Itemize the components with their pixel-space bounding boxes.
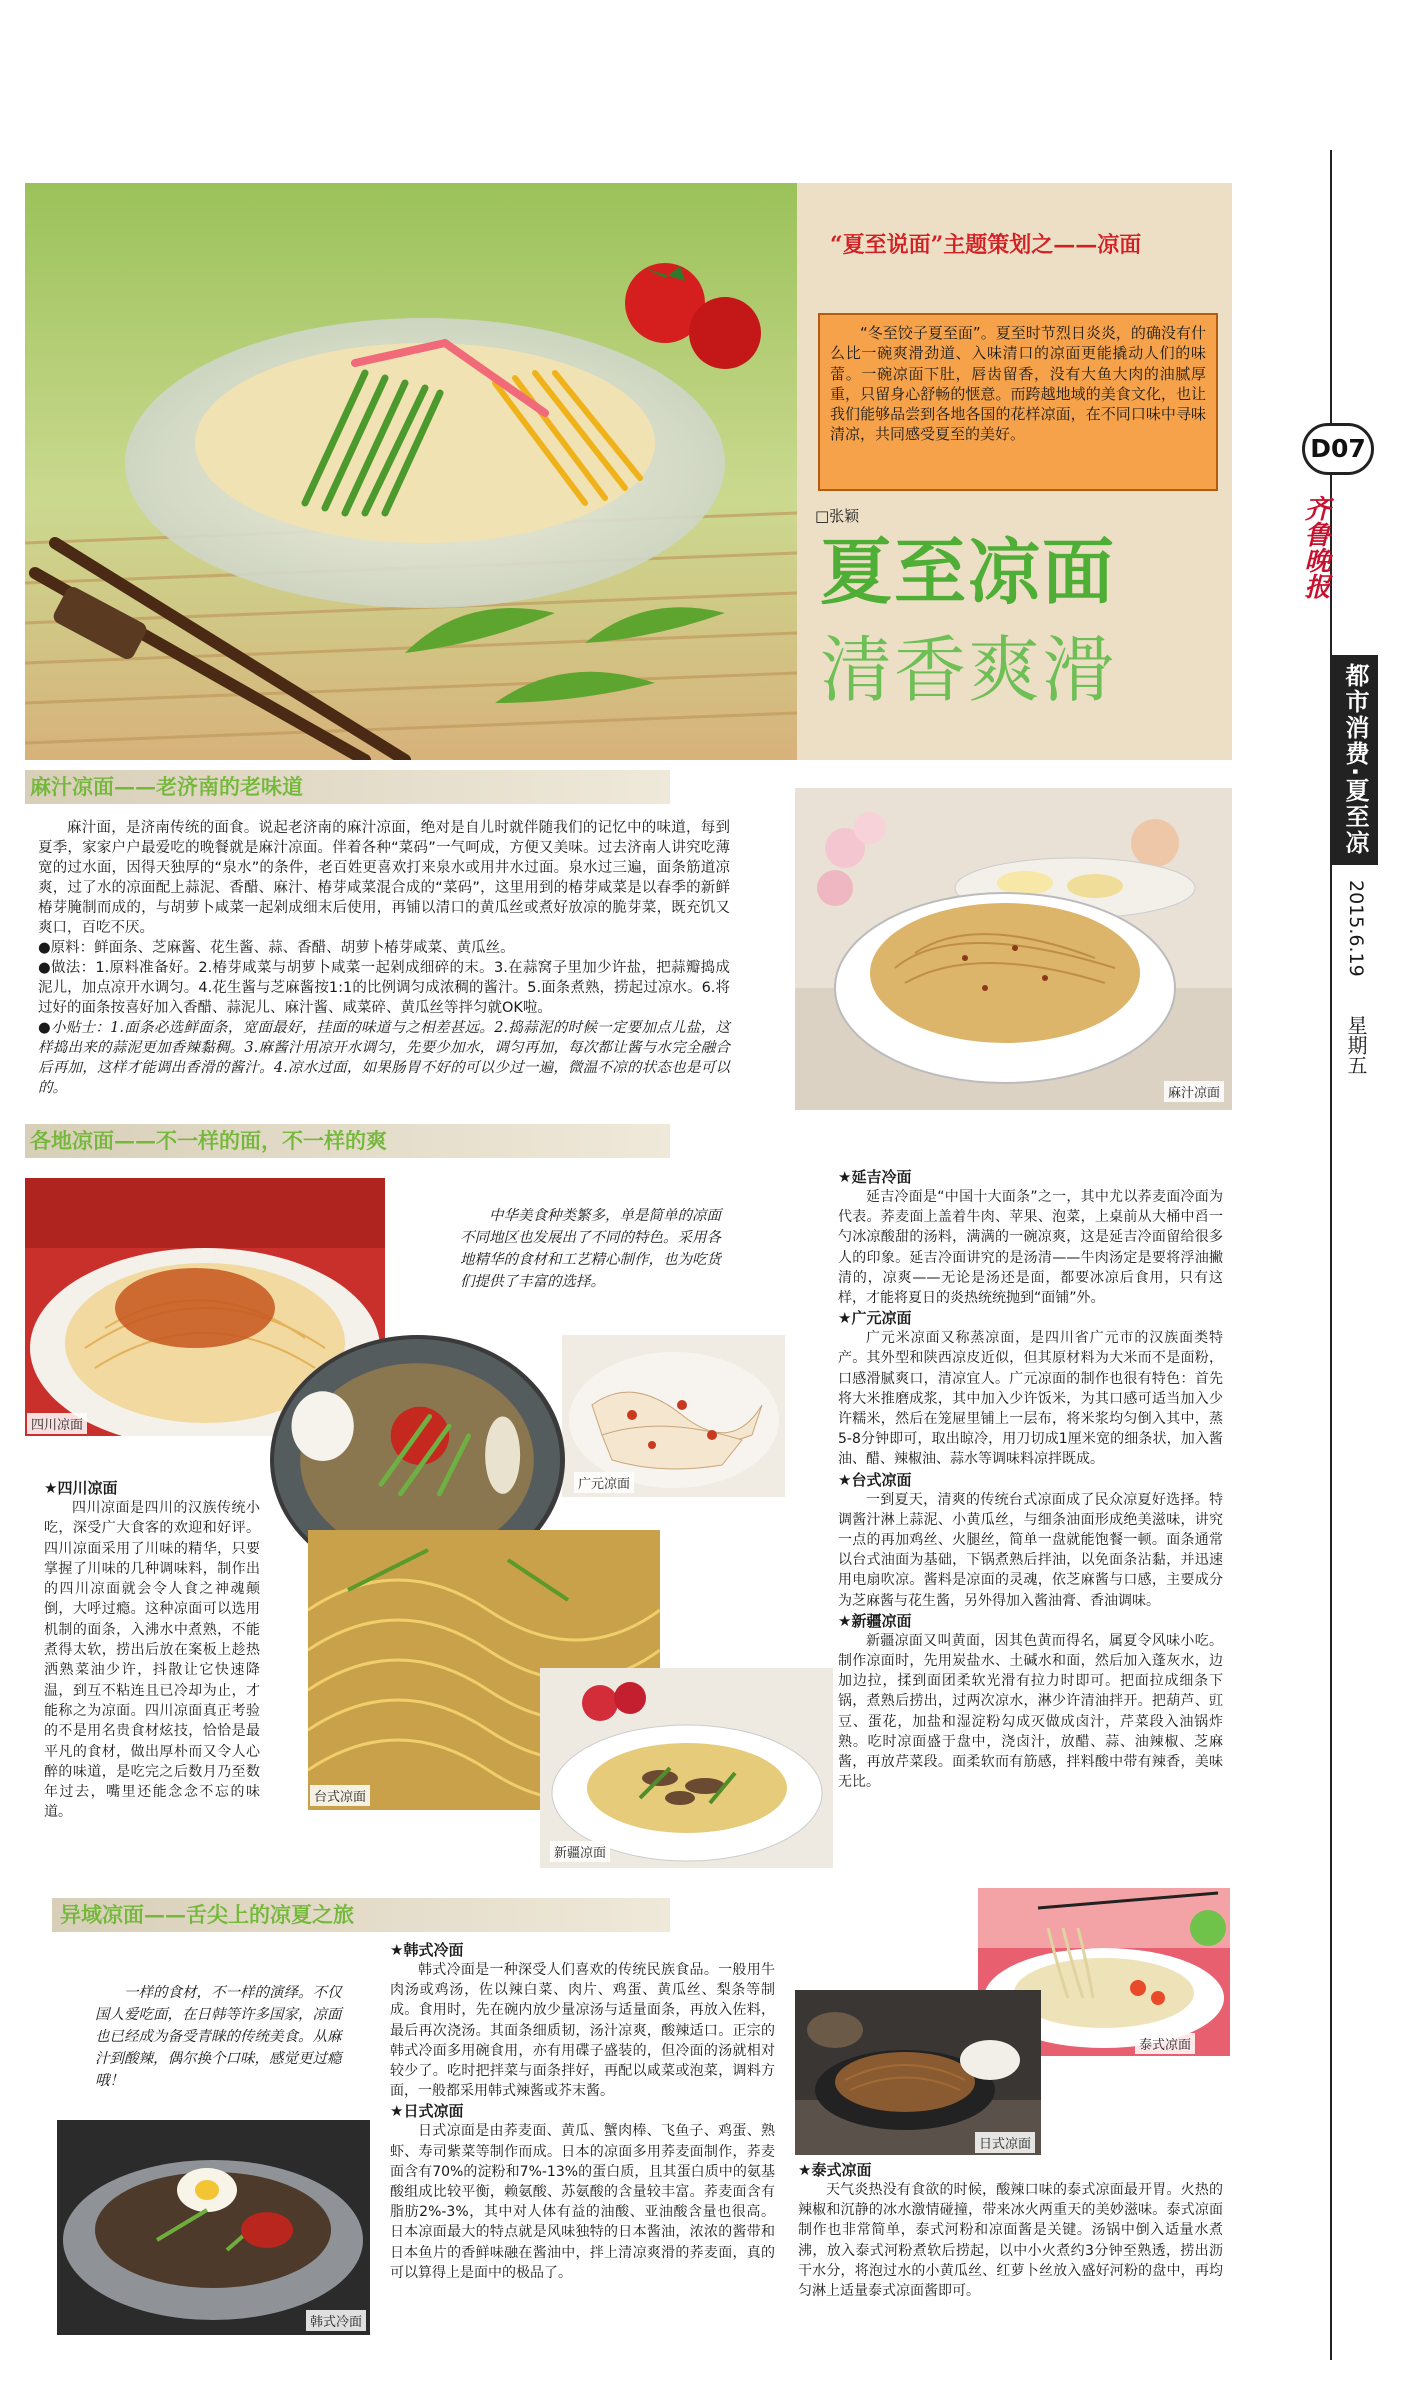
taishi-photo-caption: 台式凉面 — [310, 1785, 370, 1806]
xinjiang-photo-caption: 新疆凉面 — [550, 1841, 610, 1862]
majiang-photo-caption: 麻汁凉面 — [1164, 1081, 1224, 1102]
thai-article — [798, 2160, 1223, 2301]
page-number-badge: D07 — [1302, 423, 1374, 475]
section1-method: ●做法：1.原料准备好。2.椿芽咸菜与胡萝卜咸菜一起剁成细碎的末。3.在蒜窝子里加少许盐，把蒜瓣捣成泥儿，加点凉开水调匀。4.花生酱与芝麻酱按1:1的比例调匀成浓稠的酱汁。5.面条煮熟，捞起过凉水。6.将过好的面条按喜好加入香醋、蒜泥儿、麻汁酱、咸菜碎、黄瓜丝等拌匀就OK啦。 — [38, 960, 730, 1016]
korean-heading: ★韩式冷面 — [390, 1941, 464, 1959]
guangyuan-photo-caption: 广元凉面 — [574, 1472, 634, 1493]
section1-ingredients: ●原料：鲜面条、芝麻酱、花生酱、蒜、香醋、胡萝卜椿芽咸菜、黄瓜丝。 — [38, 940, 515, 956]
hero-photo — [25, 183, 797, 760]
section2-intro-text: 中华美食种类繁多，单是简单的凉面不同地区也发展出了不同的特色。采用各地精华的食材和工艺精心制作，也为吃货们提供了丰富的选择。 — [460, 1208, 721, 1290]
japanese-text: 日式凉面是由荞麦面、黄瓜、蟹肉棒、飞鱼子、鸡蛋、熟虾、寿司紫菜等制作而成。日本的凉面多用荞麦面制作，荞麦面含有70%的淀粉和7%-13%的蛋白质，且其蛋白质中的氨基酸组成比较平衡，赖氨酸、苏氨酸的含量较丰富。荞麦面含有脂肪2%-3%，其中对人体有益的油酸、亚油酸含量也很高。日本凉面最大的特点就是风味独特的日本酱油，浓浓的酱带和日本鱼片的香鲜味融在酱油中，拌上清凉爽滑的荞麦面，真的可以算得上是面中的极品了。 — [390, 2123, 775, 2281]
section-name-band: 都市消费·夏至凉面 — [1332, 655, 1378, 865]
section2-intro — [460, 1205, 735, 1293]
korean-text: 韩式冷面是一种深受人们喜欢的传统民族食品。一般用牛肉汤或鸡汤，佐以辣白菜、肉片、鸡蛋、黄瓜丝、梨条等制成。食用时，先在碗内放少量凉汤与适量面条，再放入佐料，最后再次浇汤。其面条细质韧，汤汁凉爽，酸辣适口。正宗的韩式冷面多用碗食用，亦有用碟子盛装的，但冷面的汤就相对较少了。吃时把拌菜与面条拌好，再配以咸菜或泡菜，调料方面，一般都采用韩式辣酱或芥末酱。 — [390, 1962, 775, 2100]
guangyuan-heading: ★广元凉面 — [838, 1309, 912, 1328]
section1-tips: ●小贴士：1.面条必选鲜面条，宽面最好，挂面的味道与之相差甚远。2.捣蒜泥的时候一定要加点儿盐，这样捣出来的蒜泥更加香辣黏稠。3.麻酱汁用凉开水调匀，先要少加水，调匀再加，每次都让酱与水完全融合后再加，这样才能调出香滑的酱汁。4.凉水过面，如果肠胃不好的可以少过一遍，微温不凉的状态也是可以的。 — [38, 1020, 730, 1096]
sichuan-text: 四川凉面是四川的汉族传统小吃，深受广大食客的欢迎和好评。四川凉面采用了川味的精华，只要掌握了川味的几种调味料，制作出的四川凉面就会令人食之神魂颠倒，大呼过瘾。这种凉面可以选用机制的面条，入沸水中煮熟，不能煮得太软，捞出后放在案板上趁热洒熟菜油少许，抖散让它快速降温，到互不粘连且已冷却为止，才能称之为凉面。四川凉面真正考验的不是用名贵食材炫技，恰恰是最平凡的食材，做出厚朴而又令人心醉的味道，是吃完之后数月乃至数年过去，嘴里还能念念不忘的味道。 — [44, 1500, 260, 1821]
korean-photo-caption: 韩式冷面 — [306, 2310, 366, 2331]
yanji-heading: ★延吉冷面 — [838, 1168, 912, 1186]
japanese-noodles-photo — [795, 1990, 1041, 2155]
guangyuan-text: 广元米凉面又称蒸凉面，是四川省广元市的汉族面类特产。其外型和陕西凉皮近似，但其原材料为大米而不是面粉，口感滑腻爽口，清凉宜人。广元凉面的制作也很有特色：首先将大米推磨成浆，其中加入少许饭米，为其口感可适当加入少许糯米，然后在笼屉里铺上一层布，将米浆均匀倒入其中，蒸5-8分钟即可，取出晾冷，用刀切成1厘米宽的细条状，加入酱油、醋、辣椒油、蒜水等调味料凉拌既成。 — [838, 1330, 1223, 1468]
thai-heading: ★泰式凉面 — [798, 2161, 872, 2179]
japanese-photo-caption: 日式凉面 — [975, 2132, 1035, 2153]
section1-paragraph: 麻汁面，是济南传统的面食。说起老济南的麻汁凉面，绝对是自儿时就伴随我们的记忆中的味道，每到夏季，家家户户最爱吃的晚餐就是麻汁凉面。伴着各种“菜码”一气呵成，方便又美味。过去济南人讲究吃薄宽的过水面，因得天独厚的“泉水”的条件，老百姓更喜欢打来泉水或用井水过面。泉水过三遍，面条筋道凉爽，过了水的凉面配上蒜泥、香醋、麻汁、椿芽咸菜混合成的“菜码”，这里用到的椿芽咸菜是以春季的新鲜椿芽腌制而成的，与胡萝卜咸菜一起剁成细末后使用，再铺以清口的黄瓜丝或煮好放凉的脆芽菜，既充饥又爽口，百吃不厌。 — [38, 820, 730, 936]
section2-title: 各地凉面——不一样的面，不一样的爽 — [30, 1128, 387, 1153]
regional-articles-column — [838, 1167, 1223, 1792]
hero-title-line1: 夏至凉面 — [820, 529, 1117, 614]
sichuan-heading: ★四川凉面 — [44, 1479, 118, 1497]
taishi-heading: ★台式凉面 — [838, 1470, 912, 1489]
section3-intro-text: 一样的食材，不一样的演绎。不仅国人爱吃面，在日韩等许多国家，凉面也已经成为备受青睐的传统美食。从麻汁到酸辣，偶尔换个口味，感觉更过瘾哦！ — [95, 1985, 342, 2089]
section3-intro — [95, 1982, 343, 2092]
sichuan-photo-caption: 四川凉面 — [27, 1413, 87, 1434]
section1-body — [38, 818, 730, 1098]
thai-photo-caption: 泰式凉面 — [1135, 2033, 1195, 2054]
taishi-text: 一到夏天，清爽的传统台式凉面成了民众凉夏好选择。特调酱汁淋上蒜泥、小黄瓜丝，与细条油面形成绝美滋味，讲究一点的再加鸡丝、火腿丝，简单一盘就能饱餐一顿。面条通常以台式油面为基础，下锅煮熟后拌油，以免面条沾黏，并迅速用电扇吹凉。酱料是凉面的灵魂，依芝麻酱与口感，主要成分为芝麻酱与花生酱，另外得加入酱油膏、香油调味。 — [838, 1491, 1223, 1609]
section3-title: 异域凉面——舌尖上的凉夏之旅 — [60, 1902, 354, 1927]
korean-noodles-photo — [57, 2120, 370, 2335]
issue-weekday: 星期五 — [1344, 1015, 1368, 1075]
xinjiang-noodles-photo — [540, 1668, 833, 1868]
xinjiang-heading: ★新疆凉面 — [838, 1611, 912, 1630]
sichuan-article — [44, 1478, 260, 1823]
section1-title: 麻汁凉面——老济南的老味道 — [30, 774, 303, 799]
hero-author: □张颖 — [815, 507, 860, 525]
hero-intro-text: “冬至饺子夏至面”。夏至时节烈日炎炎，的确没有什么比一碗爽滑劲道、入味清口的凉面更能撬动人们的味蕾。一碗凉面下肚，唇齿留香，没有大鱼大肉的油腻厚重，只留身心舒畅的惬意。而跨越地域的美食文化，也让我们能够品尝到各地各国的花样凉面，在不同口味中寻味清凉，共同感受夏至的美好。 — [830, 324, 1206, 444]
hero-intro-box — [818, 313, 1218, 491]
newspaper-logo: 齐鲁晚报 — [1300, 495, 1330, 599]
thai-text: 天气炎热没有食欲的时候，酸辣口味的泰式凉面最开胃。火热的辣椒和沉静的冰水激情碰撞，带来冰火两重天的美妙滋味。泰式凉面制作也非常简单，泰式河粉和凉面酱是关键。汤锅中倒入适量水煮沸，放入泰式河粉煮软后捞起，以中小火煮约3分钟至熟透，捞出沥干水分，将泡过水的小黄瓜丝、红萝卜丝放入盛好河粉的盘中，再均匀淋上适量泰式凉面酱即可。 — [798, 2182, 1223, 2300]
majiang-noodles-photo — [795, 788, 1232, 1110]
hero-kicker: “夏至说面”主题策划之——凉面 — [830, 232, 1142, 258]
guangyuan-noodles-photo — [562, 1335, 785, 1497]
hero-title-line2: 清香爽滑 — [820, 628, 1117, 712]
korean-japanese-column — [390, 1940, 775, 2283]
japanese-heading: ★日式凉面 — [390, 2102, 464, 2121]
xinjiang-text: 新疆凉面又叫黄面，因其色黄而得名，属夏令风味小吃。制作凉面时，先用炭盐水、土碱水和面，然后加入蓬灰水，边加边拉，揉到面团柔软光滑有拉力时即可。把面拉成细条下锅，煮熟后捞出，过两次凉水，淋少许清油拌开。把葫芦、豇豆、蛋花，加盐和湿淀粉勾成灭做成卤汁，芹菜段入油锅炸熟。吃时凉面盛于盘中，浇卤汁，放醋、蒜、油辣椒、芝麻酱，再放芹菜段。面柔软而有筋感，拌料酸中带有辣香，美味无比。 — [838, 1632, 1223, 1791]
rail-divider — [1330, 150, 1332, 2360]
issue-date: 2015.6.19 — [1345, 880, 1367, 977]
yanji-text: 延吉冷面是“中国十大面条”之一，其中尤以荞麦面冷面为代表。荞麦面上盖着牛肉、苹果、泡菜，上桌前从大桶中舀一勺冰凉酸甜的汤料，满满的一碗凉爽，这是延吉冷面留给很多人的印象。延吉冷面讲究的是汤清——牛肉汤定是要将浮油撇清的，凉爽——无论是汤还是面，都要冰凉后食用，只有这样，才能将夏日的炎热统统抛到“面铺”外。 — [838, 1189, 1223, 1307]
